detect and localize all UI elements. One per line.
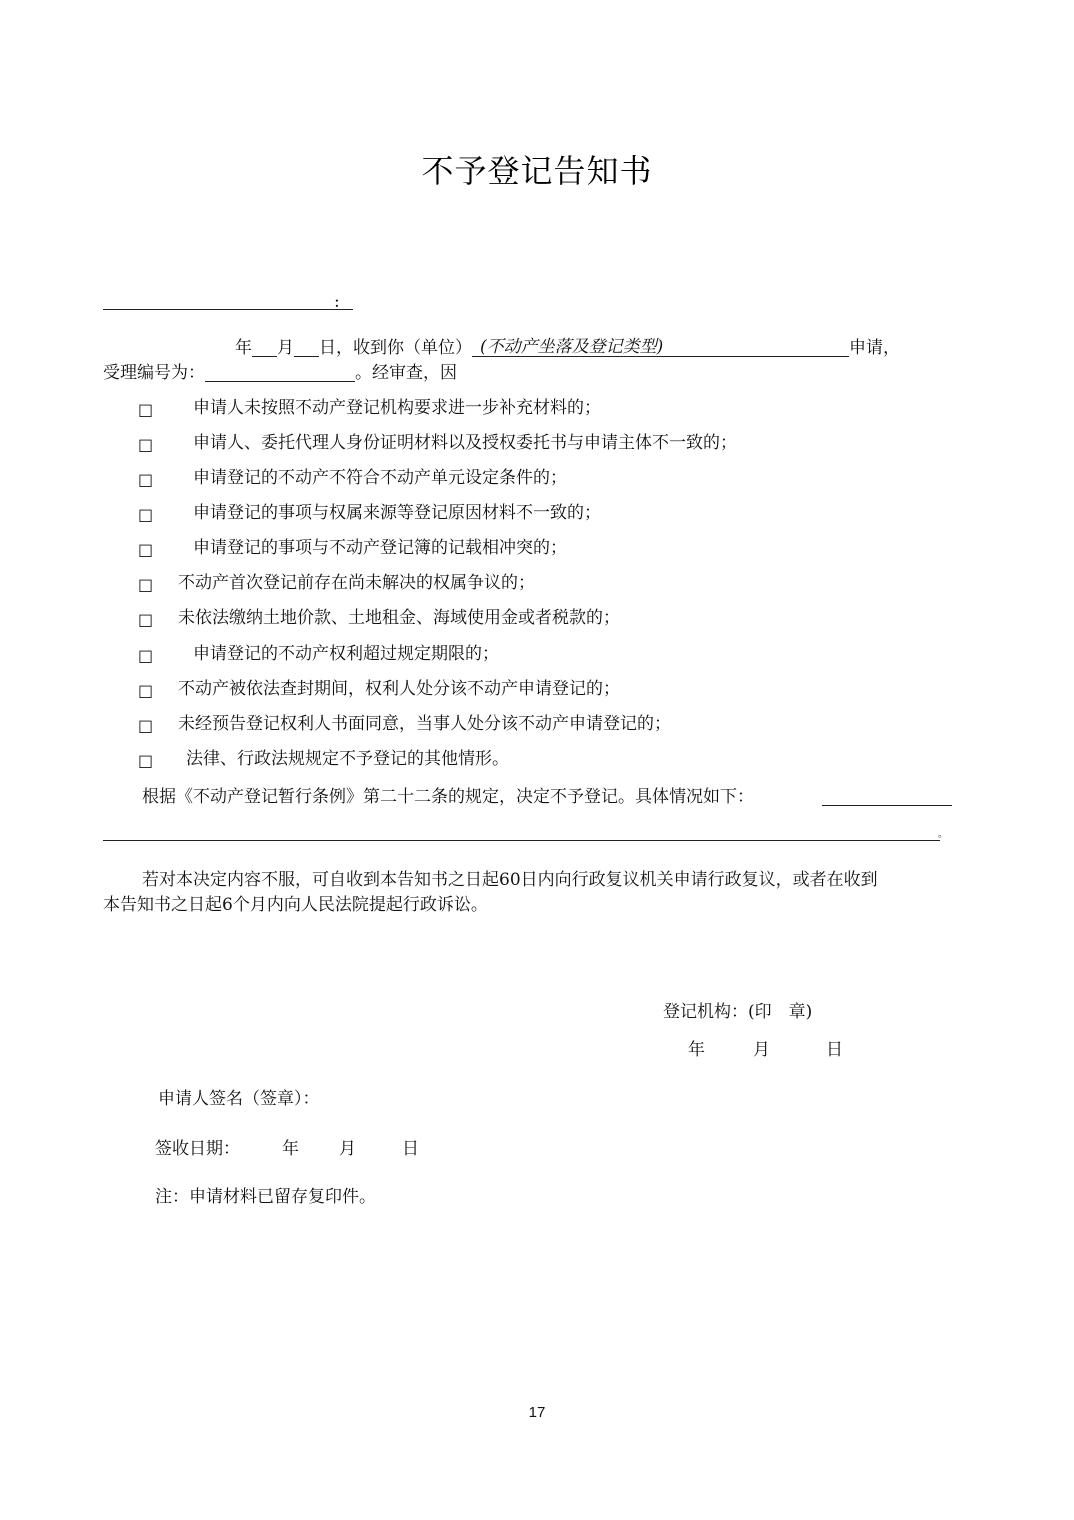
checkbox-11[interactable]: □ xyxy=(138,751,154,770)
appeal-line-1: 若对本决定内容不服，可自收到本告知书之日起60日内向行政复议机关申请行政复议，或者在收到 xyxy=(142,870,878,890)
reason-8: 申请登记的不动产权利超过规定期限的； xyxy=(193,644,499,664)
checkbox-2[interactable]: □ xyxy=(138,435,154,454)
reason-5: 申请登记的事项与不动产登记簿的记载相冲突的； xyxy=(193,538,567,558)
checkbox-6[interactable]: □ xyxy=(138,575,154,594)
after-review: 。经审查，因 xyxy=(355,363,457,383)
checkbox-10[interactable]: □ xyxy=(138,716,154,735)
reason-7: 未依法缴纳土地价款、土地租金、海域使用金或者税款的； xyxy=(178,608,620,628)
reason-6: 不动产首次登记前存在尚未解决的权属争议的； xyxy=(178,573,535,593)
details-end-dot: 。 xyxy=(938,829,948,840)
reason-2: 申请人、委托代理人身份证明材料以及授权委托书与申请主体不一致的； xyxy=(193,433,737,453)
addressee-colon: : xyxy=(334,292,340,312)
authority-month: 月 xyxy=(753,1040,770,1060)
reason-1: 申请人未按照不动产登记机构要求进一步补充材料的； xyxy=(193,398,601,418)
checkbox-3[interactable]: □ xyxy=(138,470,154,489)
intro-month: 月 xyxy=(277,338,294,358)
location-type-field[interactable] xyxy=(472,339,849,357)
authority-seal-label: 登记机构：(印 章) xyxy=(663,1002,813,1022)
reason-10: 未经预告登记权利人书面同意，当事人处分该不动产申请登记的； xyxy=(178,714,671,734)
reason-3: 申请登记的不动产不符合不动产单元设定条件的； xyxy=(193,468,567,488)
acceptance-no-field[interactable] xyxy=(205,364,355,382)
checkbox-4[interactable]: □ xyxy=(138,505,154,524)
month-blank[interactable] xyxy=(252,339,277,357)
page-title: 不予登记告知书 xyxy=(421,152,653,190)
receipt-date-label: 签收日期： xyxy=(155,1139,240,1159)
reason-4: 申请登记的事项与权属来源等登记原因材料不一致的； xyxy=(193,503,601,523)
details-field-line-1[interactable] xyxy=(822,805,952,806)
checkbox-1[interactable]: □ xyxy=(138,400,154,419)
applicant-signature-label: 申请人签名（签章）： xyxy=(158,1089,320,1109)
receipt-year: 年 xyxy=(282,1139,299,1159)
intro-line-1 xyxy=(235,339,900,357)
checkbox-5[interactable]: □ xyxy=(138,540,154,559)
copy-note: 注：申请材料已留存复印件。 xyxy=(155,1187,376,1207)
appeal-line-2: 本告知书之日起6个月内向人民法院提起行政诉讼。 xyxy=(103,895,488,915)
intro-year: 年 xyxy=(235,338,252,358)
reason-9: 不动产被依法查封期间，权利人处分该不动产申请登记的； xyxy=(178,679,620,699)
day-blank[interactable] xyxy=(294,339,319,357)
receipt-month: 月 xyxy=(339,1139,356,1159)
receipt-day: 日 xyxy=(402,1139,419,1159)
checkbox-8[interactable]: □ xyxy=(138,646,154,665)
acceptance-no-label: 受理编号为： xyxy=(103,363,205,383)
authority-year: 年 xyxy=(688,1040,705,1060)
intro-apply: 申请， xyxy=(849,338,900,358)
intro-line-2 xyxy=(103,364,457,382)
intro-day-received: 日，收到你（单位） xyxy=(319,338,472,358)
details-field-line-2[interactable] xyxy=(103,840,940,841)
addressee-blank[interactable] xyxy=(103,309,353,310)
page-number: 17 xyxy=(528,1404,546,1421)
checkbox-7[interactable]: □ xyxy=(138,610,154,629)
authority-day: 日 xyxy=(826,1040,843,1060)
location-hint: (不动产坐落及登记类型) xyxy=(480,337,664,357)
checkbox-9[interactable]: □ xyxy=(138,681,154,700)
reason-11: 法律、行政法规规定不予登记的其他情形。 xyxy=(186,749,509,769)
decision-text: 根据《不动产登记暂行条例》第二十二条的规定，决定不予登记。具体情况如下： xyxy=(142,787,754,807)
